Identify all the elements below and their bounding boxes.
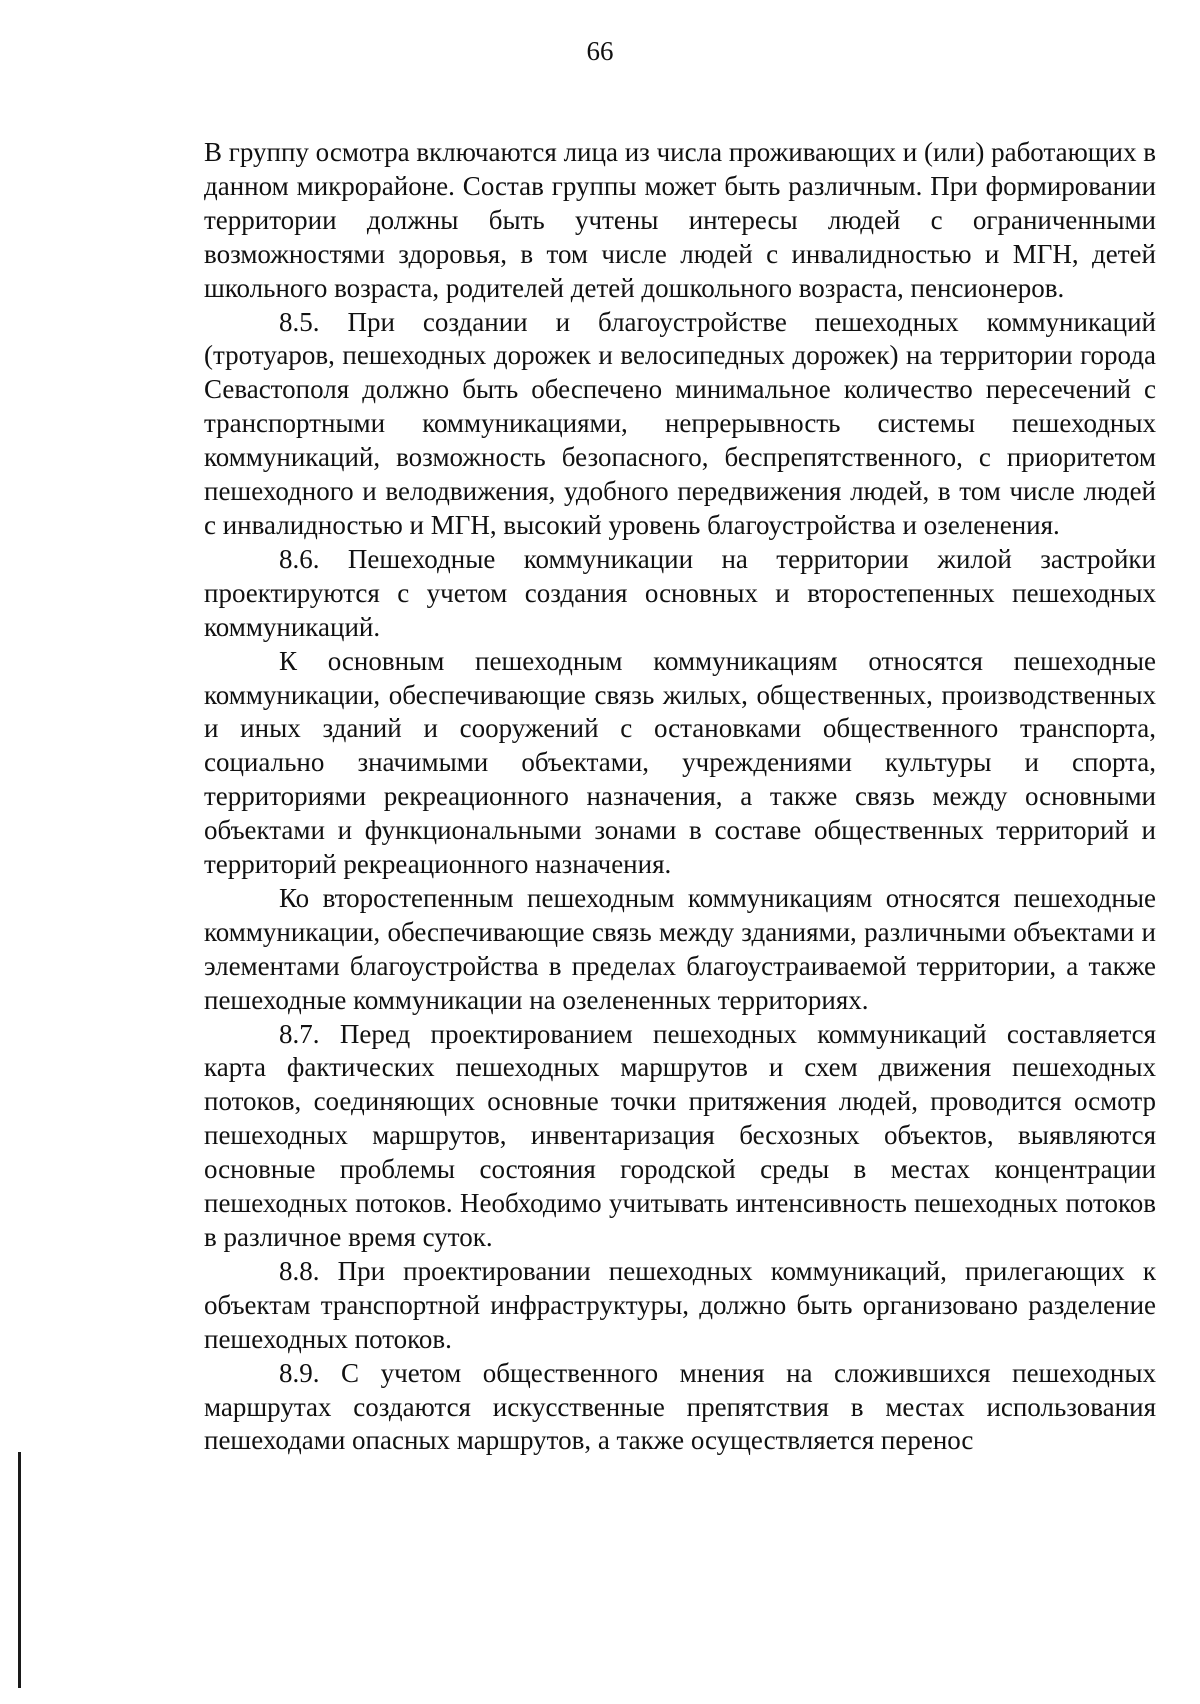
document-body <box>204 136 1156 1458</box>
page-number: 66 <box>586 36 614 66</box>
paragraph-8-7: 8.7. Перед проектированием пешеходных коммуникаций составляется карта фактических пешеходных маршрутов и схем движения пешеходных потоков, соединяющих основные точки притяжения людей, проводится осмотр пешеходных маршрутов, инвентаризация бесхозных объектов, выявляются основные проблемы состояния городской среды в местах концентрации пешеходных потоков. Необходимо учитывать интенсивность пешеходных потоков в различное время суток. <box>204 1018 1156 1252</box>
paragraph-inspection-group: В группу осмотра включаются лица из числа проживающих и (или) работающих в данном микрорайоне. Состав группы может быть различным. При формировании территории должны быть учтены интересы людей с ограниченными возможностями здоровья, в том числе людей с инвалидностью и МГН, детей школьного возраста, родителей детей дошкольного возраста, пенсионеров. <box>204 137 1156 303</box>
paragraph-secondary-communications: Ко второстепенным пешеходным коммуникациям относятся пешеходные коммуникации, обеспечивающие связь между зданиями, различными объектами и элементами благоустройства в пределах благоустраиваемой территории, а также пешеходные коммуникации на озелененных территориях. <box>204 882 1156 1015</box>
paragraph-main-communications: К основным пешеходным коммуникациям относятся пешеходные коммуникации, обеспечивающие связь жилых, общественных, производственных и иных зданий и сооружений с остановками общественного транспорта, социально значимыми объектами, учреждениями культуры и спорта, территориями рекреационного назначения, а также связь между основными объектами и функциональными зонами в составе общественных территорий и территорий рекреационного назначения. <box>204 645 1156 880</box>
paragraph-8-9: 8.9. С учетом общественного мнения на сложившихся пешеходных маршрутах создаются искусственные препятствия в местах использования пешеходами опасных маршрутов, а также осуществляется перенос <box>204 1357 1156 1456</box>
paragraph-8-5: 8.5. При создании и благоустройстве пешеходных коммуникаций (тротуаров, пешеходных дорожек и велосипедных дорожек) на территории города Севастополя должно быть обеспечено минимальное количество пересечений с транспортными коммуникациями, непрерывность системы пешеходных коммуникаций, возможность безопасного, беспрепятственного, с приоритетом пешеходного и велодвижения, удобного передвижения людей, в том числе людей с инвалидностью и МГН, высокий уровень благоустройства и озеленения. <box>204 306 1156 540</box>
paragraph-8-8: 8.8. При проектировании пешеходных коммуникаций, прилегающих к объектам транспортной инфраструктуры, должно быть организовано разделение пешеходных потоков. <box>204 1255 1156 1354</box>
paragraph-8-6: 8.6. Пешеходные коммуникации на территории жилой застройки проектируются с учетом создания основных и второстепенных пешеходных коммуникаций. <box>204 543 1156 642</box>
scan-edge-mark <box>18 1452 21 1688</box>
